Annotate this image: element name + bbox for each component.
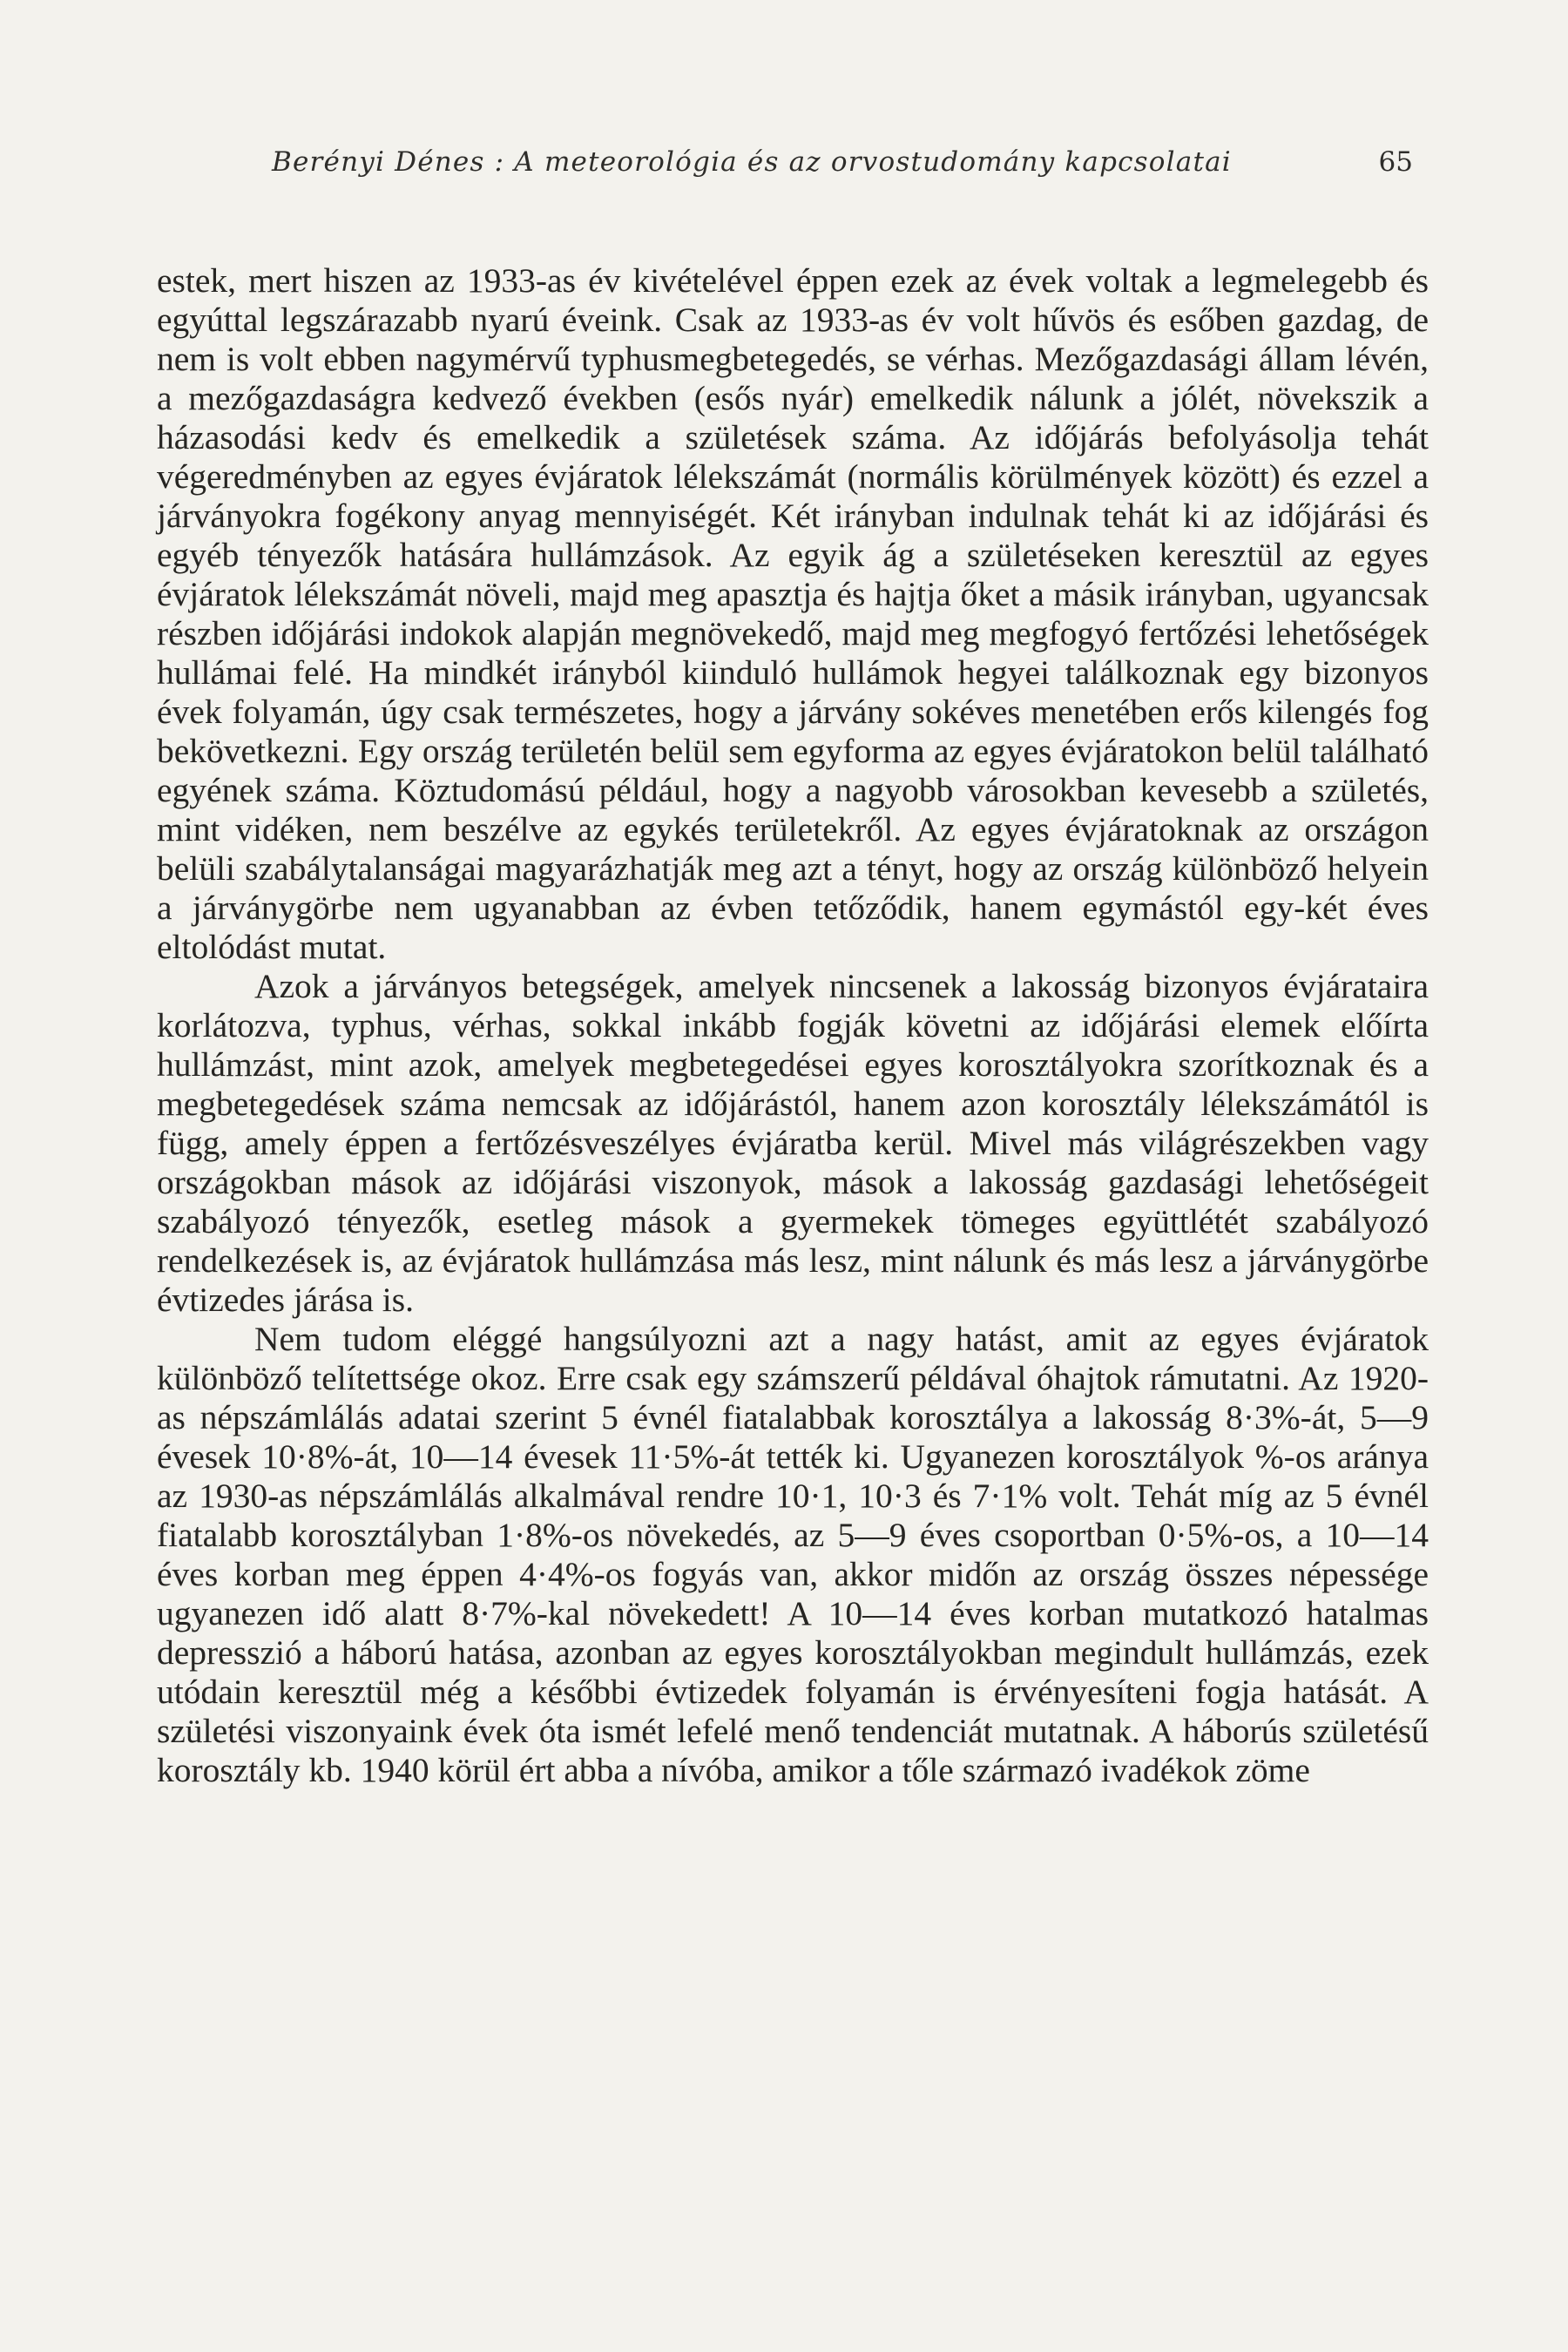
paragraph-2: Azok a járványos betegségek, amelyek nincsenek a lakosság bizonyos évjárataira korlátozva, typhus, vérhas, sokkal inkább fogják követni az időjárási elemek előírta hullámzást, mint azok, amelyek megbetegedései egyes korosztályokra szorítkoznak és a megbetegedések száma nemcsak az időjárástól, hanem azon korosztály lélekszámától is függ, amely éppen a fertőzésveszélyes évjáratba kerül. Mivel más világrészekben vagy országokban mások az időjárási viszonyok, mások a lakosság gazdasági lehetőségeit szabályozó tényezők, esetleg mások a gyermekek tömeges együttlétét szabályozó rendelkezések is, az évjáratok hullámzása más lesz, mint nálunk és más lesz a járványgörbe évtizedes járása is. (157, 967, 1429, 1319)
running-head-title: Berényi Dénes : A meteorológia és az orvostudomány kapcsolatai (272, 146, 1232, 178)
body-text (157, 261, 1429, 1790)
paragraph-1: estek, mert hiszen az 1933-as év kivételével éppen ezek az évek voltak a legmelegebb és egyúttal legszárazabb nyarú éveink. Csak az 1933-as év volt hűvös és esőben gazdag, de nem is volt ebben nagymérvű typhusmegbetegedés, se vérhas. Mezőgazdasági állam lévén, a mezőgazdaságra kedvező években (esős nyár) emelkedik nálunk a jólét, növekszik a házasodási kedv és emelkedik a születések száma. Az időjárás befolyásolja tehát végeredményben az egyes évjáratok lélekszámát (normális körülmények között) és ezzel a járványokra fogékony anyag mennyiségét. Két irányban indulnak tehát ki az időjárási és egyéb tényezők hatására hullámzások. Az egyik ág a születéseken keresztül az egyes évjáratok lélekszámát növeli, majd meg apasztja és hajtja őket a másik irányban, ugyancsak részben időjárási indokok alapján megnövekedő, majd meg megfogyó fertőzési lehetőségek hullámai felé. Ha mindkét irányból kiinduló hullámok hegyei találkoznak egy bizonyos évek folyamán, úgy csak természetes, hogy a járvány sokéves menetében erős kilengés fog bekövetkezni. Egy ország területén belül sem egyforma az egyes évjáratokon belül található egyének száma. Köztudomású például, hogy a nagyobb városokban kevesebb a születés, mint vidéken, nem beszélve az egykés területekről. Az egyes évjáratoknak az országon belüli szabálytalanságai magyarázhatják meg azt a tényt, hogy az ország különböző helyein a járványgörbe nem ugyanabban az évben tetőződik, hanem egymástól egy-két éves eltolódást mutat. (157, 261, 1429, 966)
running-head (272, 146, 1413, 190)
page-number: 65 (1378, 146, 1413, 178)
paragraph-3: Nem tudom eléggé hangsúlyozni azt a nagy hatást, amit az egyes évjáratok különböző telítettsége okoz. Erre csak egy számszerű példával óhajtok rámutatni. Az 1920-as népszámlálás adatai szerint 5 évnél fiatalabbak korosztálya a lakosság 8·3%-át, 5—9 évesek 10·8%-át, 10—14 évesek 11·5%-át tették ki. Ugyanezen korosztályok %-os aránya az 1930-as népszámlálás alkalmával rendre 10·1, 10·3 és 7·1% volt. Tehát míg az 5 évnél fiatalabb korosztályban 1·8%-os növekedés, az 5—9 éves csoportban 0·5%-os, a 10—14 éves korban meg éppen 4·4%-os fogyás van, akkor midőn az ország összes népessége ugyanezen idő alatt 8·7%-kal növekedett! A 10—14 éves korban mutatkozó hatalmas depresszió a háború hatása, azonban az egyes korosztályokban megindult hullámzás, ezek utódain keresztül még a későbbi évtizedek folyamán is érvényesíteni fogja hatását. A születési viszonyaink évek óta ismét lefelé menő tendenciát mutatnak. A háborús születésű korosztály kb. 1940 körül ért abba a nívóba, amikor a tőle származó ivadékok zöme (157, 1320, 1429, 1789)
